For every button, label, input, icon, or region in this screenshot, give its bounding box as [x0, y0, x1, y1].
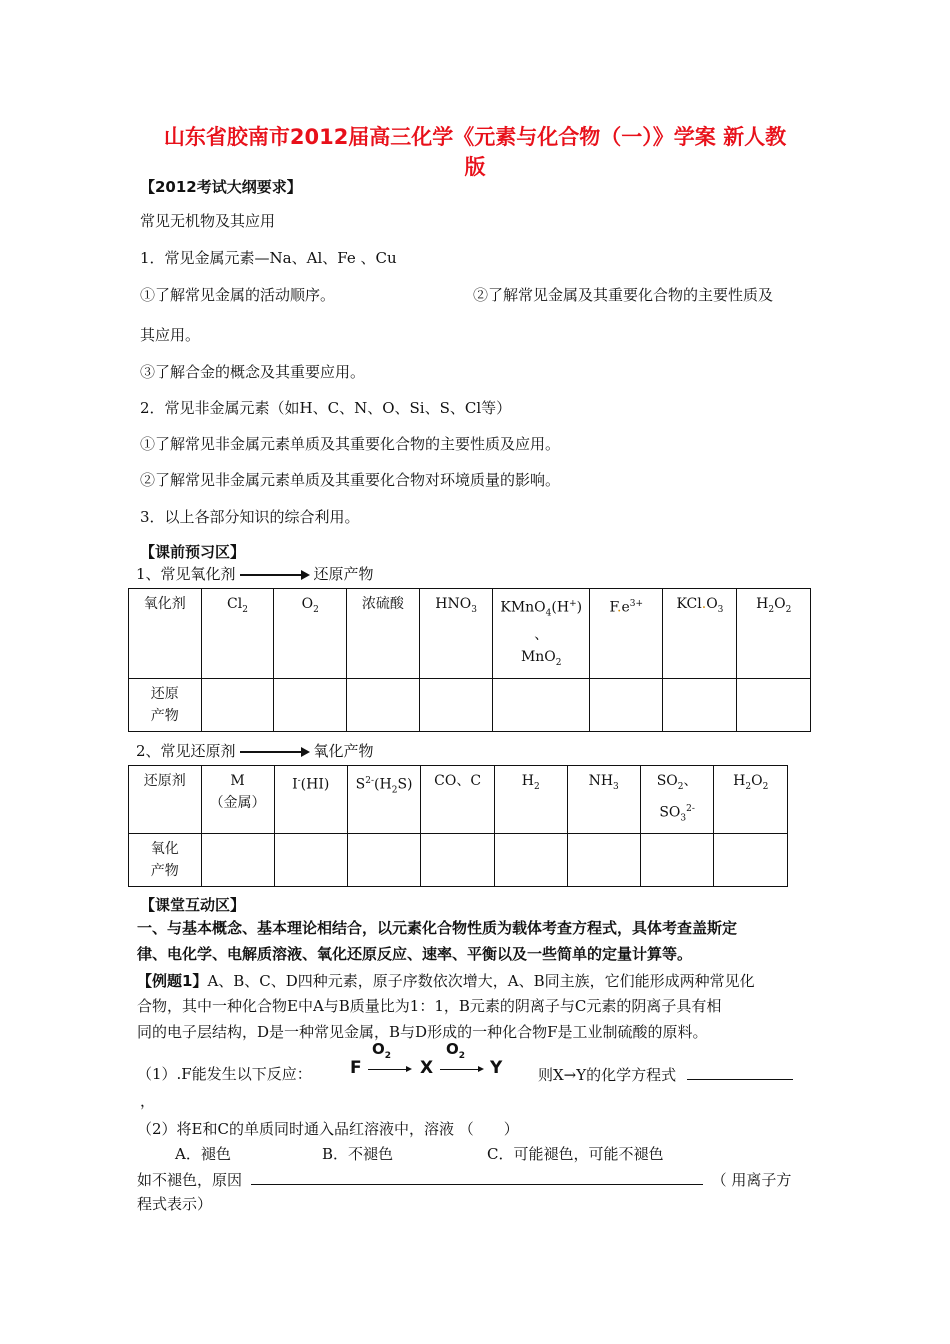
table-cell: 浓硫酸: [347, 589, 420, 679]
syllabus-item-2a: ①了解常见非金属元素单质及其重要化合物的主要性质及应用。: [140, 435, 561, 453]
arrow-head-icon: [406, 1066, 412, 1072]
table-cell: [640, 834, 714, 887]
table-cell: CO、C: [421, 766, 495, 834]
table-cell: $H_2$: [494, 766, 567, 834]
syllabus-item-3: 3．以上各部分知识的综合利用。: [140, 508, 360, 526]
question-1-suffix: [538, 1063, 793, 1086]
table-cell: M （金属）: [201, 766, 274, 834]
table-cell: 还原 产物: [129, 679, 202, 732]
page-title: [128, 122, 822, 182]
table-cell: $KCl.O_3$: [663, 589, 737, 679]
species-x: X: [420, 1058, 434, 1078]
oxidant-target: 还原产物: [313, 565, 374, 583]
syllabus-item-1a: ①了解常见金属的活动顺序。: [140, 286, 336, 304]
oxidant-label: 1、常见氧化剂: [136, 565, 236, 583]
syllabus-heading: 【2012考试大纲要求】: [140, 178, 302, 196]
part1-line-2: 律、电化学、电解质溶液、氧化还原反应、速率、平衡以及一些简单的定量计算等。: [137, 945, 693, 963]
reagent-o2-first: $O_2$: [372, 1040, 392, 1061]
table-cell: [201, 679, 274, 732]
table-row: [129, 834, 788, 887]
oxidant-table: [128, 588, 811, 732]
table-cell: $Cl_2$: [201, 589, 274, 679]
table-row: [129, 679, 811, 732]
table-cell: [494, 834, 567, 887]
syllabus-item-1: 1．常见金属元素—Na、Al、Fe 、Cu: [140, 249, 397, 267]
table-cell: [347, 679, 420, 732]
species-y: Y: [490, 1058, 503, 1078]
syllabus-item-2: 2．常见非金属元素（如H、C、N、O、Si、S、Cl等）: [140, 399, 512, 417]
table-cell: [419, 679, 493, 732]
table-cell: [567, 834, 640, 887]
arrow-head-icon: [478, 1066, 484, 1072]
table-cell: [663, 679, 737, 732]
reason-line: [137, 1168, 791, 1191]
reductant-label: 2、常见还原剂: [136, 742, 236, 760]
table-cell: $H_2O_2$: [714, 766, 788, 834]
reductant-target: 氧化产物: [313, 742, 374, 760]
table-row: [129, 766, 788, 834]
question-1-comma: ，: [140, 1092, 156, 1110]
table-cell: 还原剂: [129, 766, 202, 834]
table-cell: [201, 834, 274, 887]
table-row: [129, 589, 811, 679]
classroom-heading: 【课堂互动区】: [140, 896, 246, 914]
reason-prefix: 如不褪色，原因: [137, 1171, 243, 1189]
option-a: A．褪色: [175, 1145, 231, 1163]
table-cell: $H_2O_2$: [737, 589, 811, 679]
species-f: F: [350, 1058, 362, 1078]
right-arrow-icon: [240, 747, 310, 757]
table-cell: 氧化剂: [129, 589, 202, 679]
arrow-line: [368, 1069, 408, 1070]
syllabus-item-1b: ②了解常见金属及其重要化合物的主要性质及: [473, 286, 774, 304]
table-cell: [347, 834, 421, 887]
table-cell: [714, 834, 788, 887]
reason-suffix: （ 用离子方: [711, 1171, 792, 1189]
table-cell: $HNO_3$: [419, 589, 493, 679]
syllabus-intro: 常见无机物及其应用: [140, 212, 276, 230]
option-b: B．不褪色: [322, 1145, 394, 1163]
reason-blank[interactable]: [251, 1168, 703, 1185]
table-cell: $O_2$: [274, 589, 347, 679]
table-cell: 氧化 产物: [129, 834, 202, 887]
answer-blank[interactable]: [687, 1063, 793, 1080]
table-cell: KMnO$_4$(H+) 、 MnO$_2$: [493, 589, 590, 679]
title-line-2: 版: [464, 155, 486, 179]
reason-cont: 程式表示）: [137, 1195, 213, 1213]
option-c: C．可能褪色，可能不褪色: [487, 1145, 664, 1163]
table-cell: [274, 679, 347, 732]
title-line-1: 山东省胶南市2012届高三化学《元素与化合物（一）》学案 新人教: [163, 125, 787, 149]
question-1-suffix-text: 则X→Y的化学方程式: [538, 1066, 677, 1084]
example-label: 【例题1】: [137, 972, 208, 990]
reagent-o2-second: $O_2$: [446, 1040, 466, 1061]
table-cell: $NH_3$: [567, 766, 640, 834]
table-cell: $S^{2-}(H_2S)$: [347, 766, 421, 834]
syllabus-item-1c: ③了解合金的概念及其重要应用。: [140, 363, 366, 381]
example-text-1: A、B、C、D四种元素，原子序数依次增大，A、B同主族，它们能形成两种常见化: [207, 972, 755, 990]
example-line-1: [137, 970, 755, 992]
syllabus-item-2b: ②了解常见非金属元素单质及其重要化合物对环境质量的影响。: [140, 471, 561, 489]
part1-line-1: 一、与基本概念、基本理论相结合，以元素化合物性质为载体考查方程式，具体考查盖斯定: [137, 919, 738, 937]
question-2: （2）将E和C的单质同时通入品红溶液中，溶液 （ ）: [137, 1120, 519, 1138]
syllabus-item-1b-cont: 其应用。: [140, 326, 201, 344]
reaction-scheme: [350, 1040, 510, 1080]
right-arrow-icon: [240, 570, 310, 580]
table-cell: [421, 834, 495, 887]
oxidant-line: [136, 563, 374, 585]
reductant-line: [136, 740, 374, 762]
table-cell: $SO_2$、 $SO_3^{2-}$: [640, 766, 714, 834]
table-cell: $F.e^{3+}$: [590, 589, 663, 679]
reductant-table: [128, 765, 788, 887]
example-line-2: 合物，其中一种化合物E中A与B质量比为1：1，B元素的阴离子与C元素的阴离子具有相: [137, 997, 722, 1015]
table-cell: I-(HI): [274, 766, 347, 834]
table-cell: [493, 679, 590, 732]
table-cell: [274, 834, 347, 887]
table-cell: [737, 679, 811, 732]
table-cell: [590, 679, 663, 732]
preview-heading: 【课前预习区】: [140, 543, 246, 561]
question-1-prefix: （1）.F能发生以下反应：: [137, 1065, 312, 1083]
arrow-line: [440, 1069, 480, 1070]
example-line-3: 同的电子层结构，D是一种常见金属，B与D形成的一种化合物F是工业制硫酸的原料。: [137, 1023, 708, 1041]
